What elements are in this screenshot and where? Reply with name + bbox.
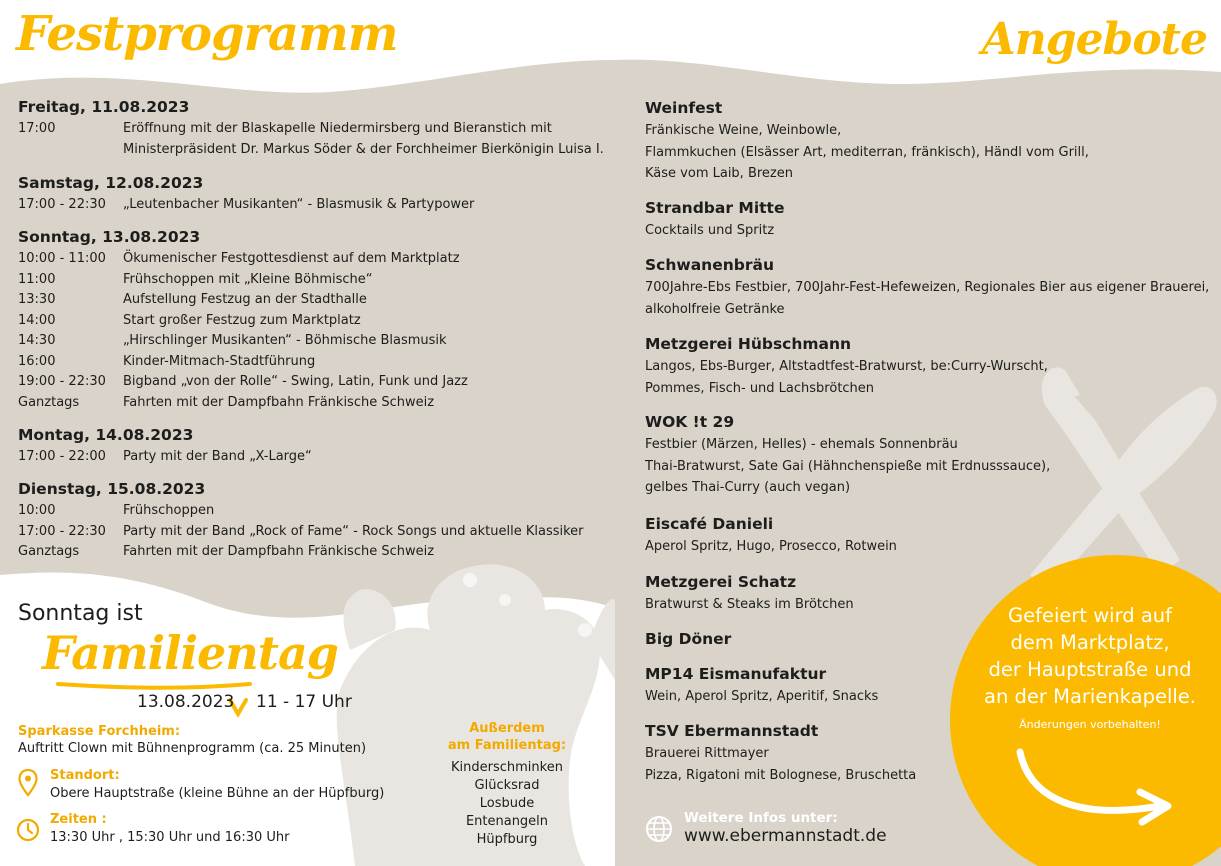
event-time: 17:00 - 22:30 <box>18 197 106 212</box>
event-time <box>18 140 123 161</box>
event-time: 19:00 - 22:30 <box>18 374 106 389</box>
offer-line: Bratwurst & Steaks im Brötchen <box>645 597 854 612</box>
location-pin-icon <box>18 769 38 797</box>
offer-name: Strandbar Mitte <box>645 199 785 217</box>
offer-line: Pommes, Fisch- und Lachsbrötchen <box>645 380 875 396</box>
location-circle <box>965 602 1215 731</box>
list-item: Hüpfburg <box>476 832 538 847</box>
event-desc: Frühschoppen mit „Kleine Böhmische“ <box>123 271 373 287</box>
offer-eiscafe <box>645 515 1210 558</box>
offer-line: Cocktails und Spritz <box>645 223 775 238</box>
offer-tsv <box>645 722 1210 786</box>
ausserdem-box <box>437 720 577 849</box>
event-desc: Start großer Festzug zum Marktplatz <box>123 312 361 328</box>
zeiten-label: Zeiten : <box>50 812 107 827</box>
offer-schwanenbraeu <box>645 256 1210 320</box>
event-desc: Ökumenischer Festgottesdienst auf dem Marktplatz <box>123 251 460 266</box>
circle-line: dem Marktplatz, <box>1010 631 1170 654</box>
offer-name: Metzgerei Hübschmann <box>645 335 852 353</box>
list-item: Losbude <box>479 796 535 811</box>
day-title: Sonntag, 13.08.2023 <box>18 228 201 246</box>
familientag-date: 13.08.2023 <box>137 692 235 712</box>
offer-name: TSV Ebermannstadt <box>645 722 819 740</box>
festprogramm-title: Festprogramm <box>16 6 398 62</box>
circle-line: Gefeiert wird auf <box>1007 604 1173 627</box>
offer-name: Schwanenbräu <box>645 256 774 274</box>
offer-line: Flammkuchen (Elsässer Art, mediterran, fränkisch), Händl vom Grill, <box>645 144 1089 160</box>
offer-wokit <box>645 413 1210 499</box>
zeiten-text: 13:30 Uhr , 15:30 Uhr und 16:30 Uhr <box>50 830 290 845</box>
day-block-montag <box>18 426 608 468</box>
event-time: 13:30 <box>18 292 56 307</box>
sponsor-text: Auftritt Clown mit Bühnenprogramm (ca. 25 Minuten) <box>18 741 367 756</box>
event-row <box>18 372 608 393</box>
event-desc: „Leutenbacher Musikanten“ - Blasmusik & Partypower <box>123 197 475 212</box>
event-desc: Ministerpräsident Dr. Markus Söder & der Forchheimer Bierkönigin Luisa I. <box>123 141 604 157</box>
event-row <box>18 447 608 468</box>
offer-line: Brauerei Rittmayer <box>645 746 769 761</box>
day-title: Freitag, 11.08.2023 <box>18 98 190 116</box>
event-row <box>18 249 608 270</box>
event-row <box>18 393 608 414</box>
event-desc: Kinder-Mitmach-Stadtführung <box>123 353 316 369</box>
offer-name: MP14 Eismanufaktur <box>645 665 827 683</box>
event-desc: Eröffnung mit der Blaskapelle Niedermirsberg und Bieranstich mit <box>123 121 552 136</box>
offer-line: 700Jahre-Ebs Festbier, 700Jahr-Fest-Hefeweizen, Regionales Bier aus eigener Brauerei, <box>645 280 1210 295</box>
website-link[interactable]: www.ebermannstadt.de <box>684 826 887 846</box>
info-label: Weitere Infos unter: <box>684 810 838 826</box>
offer-name: Metzgerei Schatz <box>645 573 797 591</box>
offer-line: Fränkische Weine, Weinbowle, <box>645 123 842 138</box>
event-desc: Aufstellung Festzug an der Stadthalle <box>123 292 367 307</box>
event-time: 10:00 <box>18 503 56 518</box>
circle-line: der Hauptstraße und <box>988 658 1192 681</box>
offer-line: Thai-Bratwurst, Sate Gai (Hähnchenspieße mit Erdnusssauce), <box>645 458 1051 474</box>
event-time: 17:00 - 22:30 <box>18 523 106 539</box>
event-time: Ganztags <box>18 544 80 559</box>
list-item: Entenangeln <box>465 814 549 829</box>
event-desc: Bigband „von der Rolle“ - Swing, Latin, Funk und Jazz <box>123 374 468 389</box>
event-row <box>18 352 608 373</box>
event-row <box>18 290 608 311</box>
offer-line: Pizza, Rigatoni mit Bolognese, Bruschetta <box>645 767 917 783</box>
familientag-title: Familientag <box>42 626 338 680</box>
ausserdem-heading-2: am Familientag: <box>447 738 567 753</box>
offer-name: Big Döner <box>645 630 732 648</box>
circle-line: an der Marienkapelle. <box>984 685 1196 708</box>
offer-line: Langos, Ebs-Burger, Altstadtfest-Bratwurst, be:Curry-Wurscht, <box>645 359 1048 374</box>
day-block-samstag <box>18 174 608 216</box>
offer-name: Weinfest <box>645 99 723 117</box>
offer-line: Aperol Spritz, Hugo, Prosecco, Rotwein <box>645 539 897 554</box>
offer-strandbar <box>645 199 1210 242</box>
day-block-freitag <box>18 98 608 160</box>
clock-icon <box>16 818 40 842</box>
offer-line: Käse vom Laib, Brezen <box>645 166 793 181</box>
event-row <box>18 501 608 522</box>
standort-text: Obere Hauptstraße (kleine Bühne an der Hüpfburg) <box>50 786 385 801</box>
event-time: 14:30 <box>18 333 56 348</box>
angebote-title: Angebote <box>981 14 1207 65</box>
event-desc: Fahrten mit der Dampfbahn Fränkische Schweiz <box>123 544 435 559</box>
event-desc: „Hirschlinger Musikanten“ - Böhmische Blasmusik <box>123 333 447 348</box>
event-row <box>18 331 608 352</box>
day-title: Montag, 14.08.2023 <box>18 426 194 444</box>
event-time: 10:00 - 11:00 <box>18 251 106 266</box>
event-time: 14:00 <box>18 312 56 328</box>
offer-name: Eiscafé Danieli <box>645 515 774 533</box>
offer-line: Festbier (Märzen, Helles) - ehemals Sonnenbräu <box>645 437 958 452</box>
event-desc: Party mit der Band „Rock of Fame“ - Rock Songs und aktuelle Klassiker <box>123 523 584 539</box>
list-item: Glücksrad <box>474 778 540 793</box>
offer-line: alkoholfreie Getränke <box>645 301 785 317</box>
event-row <box>18 270 608 291</box>
event-time: 17:00 <box>18 121 56 136</box>
event-desc: Fahrten mit der Dampfbahn Fränkische Schweiz <box>123 394 435 410</box>
offer-huebschmann <box>645 335 1210 399</box>
event-row <box>18 522 608 543</box>
sponsor-label: Sparkasse Forchheim: <box>18 724 181 739</box>
event-time: 16:00 <box>18 353 56 369</box>
event-time: 11:00 <box>18 271 56 287</box>
offer-weinfest <box>645 99 1210 185</box>
event-row <box>18 195 608 216</box>
familientag-intro: Sonntag ist <box>18 601 143 626</box>
offer-line: Wein, Aperol Spritz, Aperitif, Snacks <box>645 689 879 704</box>
event-row <box>18 542 608 563</box>
standort-label: Standort: <box>50 768 120 783</box>
ausserdem-heading: Außerdem <box>469 721 545 736</box>
event-row <box>18 119 608 140</box>
day-block-dienstag <box>18 480 608 563</box>
list-item: Kinderschminken <box>451 760 563 775</box>
day-title: Dienstag, 15.08.2023 <box>18 480 206 498</box>
familientag-hours: 11 - 17 Uhr <box>256 692 352 712</box>
changes-note: Änderungen vorbehalten! <box>1019 718 1161 731</box>
day-title: Samstag, 12.08.2023 <box>18 174 204 192</box>
event-desc: Party mit der Band „X-Large“ <box>123 449 312 464</box>
event-time: Ganztags <box>18 394 80 410</box>
event-row <box>18 311 608 332</box>
event-row <box>18 140 608 161</box>
globe-icon <box>645 815 673 843</box>
event-time: 17:00 - 22:00 <box>18 449 106 464</box>
day-block-sonntag <box>18 228 608 413</box>
event-desc: Frühschoppen <box>123 503 215 518</box>
offer-line: gelbes Thai-Curry (auch vegan) <box>645 480 851 495</box>
offer-name: WOK !t 29 <box>645 413 735 431</box>
